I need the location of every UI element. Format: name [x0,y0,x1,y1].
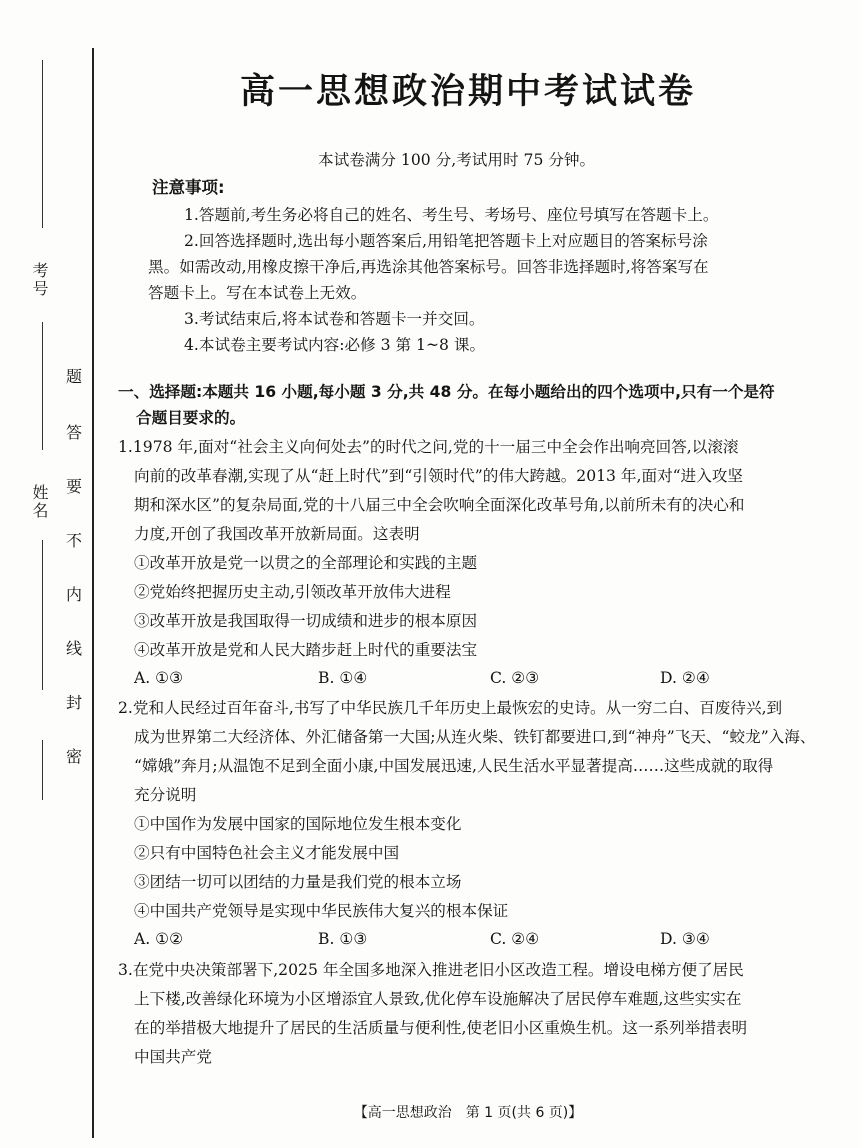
notes-line: 3.考试结束后,将本试卷和答题卡一并交回。 [184,310,485,328]
question-1-item: ④改革开放是党和人民大踏步赶上时代的重要法宝 [134,641,478,659]
question-1-text: 1.1978 年,面对“社会主义向何处去”的时代之问,党的十一届三中全会作出响亮回答,以滚滚 [118,438,739,456]
section-heading: 一、选择题:本题共 16 小题,每小题 3 分,共 48 分。在每小题给出的四个选项中,只有一个是符 [118,383,775,401]
question-2-option-b[interactable]: B. ①③ [318,930,368,948]
question-2-text: 2.党和人民经过百年奋斗,书写了中华民族几千年历史上最恢宏的史诗。从一穷二白、百废待兴,到 [118,699,783,717]
question-2-item: ①中国作为发展中国家的国际地位发生根本变化 [134,815,462,833]
notes-line: 1.答题前,考生务必将自己的姓名、考生号、考场号、座位号填写在答题卡上。 [184,206,719,224]
page-footer: 【高一思想政治 第 1 页(共 6 页)】 [353,1105,583,1121]
seal-char: 题 [66,367,83,386]
exam-no-blank [42,60,43,228]
question-1-option-b[interactable]: B. ①④ [318,669,368,687]
exam-no-blank-2 [42,322,43,450]
question-1-option-a[interactable]: A. ①③ [134,669,184,687]
question-3-text: 上下楼,改善绿化环境为小区增添宜人景致,优化停车设施解决了居民停车难题,这些实实在 [134,990,742,1008]
seal-char: 密 [66,747,83,766]
question-1-item: ③改革开放是我国取得一切成绩和进步的根本原因 [134,612,478,630]
page-title: 高一思想政治期中考试试卷 [239,72,696,112]
seal-char: 线 [66,639,83,658]
question-2-item: ④中国共产党领导是实现中华民族伟大复兴的根本保证 [134,902,509,920]
question-2-text: “嫦娥”奔月;从温饱不足到全面小康,中国发展迅速,人民生活水平显著提高……这些成就的取得 [134,757,774,775]
seal-char: 要 [66,477,83,496]
seal-char: 封 [66,693,83,712]
question-3-text: 中国共产党 [134,1048,212,1066]
notes-line: 2.回答选择题时,选出每小题答案后,用铅笔把答题卡上对应题目的答案标号涂 [184,232,708,250]
question-1-text: 期和深水区”的复杂局面,党的十八届三中全会吹响全面深化改革号角,以前所未有的决心和 [134,496,745,514]
question-2-text: 成为世界第二大经济体、外汇储备第一大国;从连火柴、铁钉都要进口,到“神舟”飞天、“蛟龙”入海、 [134,728,816,746]
question-2-text: 充分说明 [134,786,197,804]
question-2-option-d[interactable]: D. ③④ [660,930,710,948]
question-2-option-c[interactable]: C. ②④ [490,930,540,948]
binding-margin [0,0,100,1148]
exam-no-label: 考号 [30,262,49,298]
question-1-item: ①改革开放是党一以贯之的全部理论和实践的主题 [134,554,478,572]
section-heading-cont: 合题目要求的。 [136,409,246,427]
question-1-text: 力度,开创了我国改革开放新局面。这表明 [134,525,420,543]
class-blank [42,740,43,800]
notes-heading: 注意事项: [152,178,225,197]
name-blank [42,540,43,690]
seal-char: 不 [66,531,83,550]
notes-line: 4.本试卷主要考试内容:必修 3 第 1~8 课。 [184,336,486,354]
subtitle: 本试卷满分 100 分,考试用时 75 分钟。 [318,151,596,169]
question-1-text: 向前的改革春潮,实现了从“赶上时代”到“引领时代”的伟大跨越。2013 年,面对“进入攻坚 [134,467,744,485]
question-3-text: 在的举措极大地提升了居民的生活质量与便利性,使老旧小区重焕生机。这一系列举措表明 [134,1019,748,1037]
question-1-item: ②党始终把握历史主动,引领改革开放伟大进程 [134,583,451,601]
binding-line [92,48,94,1138]
seal-char: 答 [66,423,83,442]
question-1-option-c[interactable]: C. ②③ [490,669,540,687]
question-2-option-a[interactable]: A. ①② [134,930,184,948]
notes-line: 黑。如需改动,用橡皮擦干净后,再选涂其他答案标号。回答非选择题时,将答案写在 [148,258,709,276]
question-3-text: 3.在党中央决策部署下,2025 年全国多地深入推进老旧小区改造工程。增设电梯方便了居民 [118,961,744,979]
question-2-item: ②只有中国特色社会主义才能发展中国 [134,844,400,862]
question-2-item: ③团结一切可以团结的力量是我们党的根本立场 [134,873,462,891]
name-label: 姓名 [30,484,49,520]
seal-char: 内 [66,585,83,604]
question-1-option-d[interactable]: D. ②④ [660,669,710,687]
notes-line: 答题卡上。写在本试卷上无效。 [148,284,367,302]
